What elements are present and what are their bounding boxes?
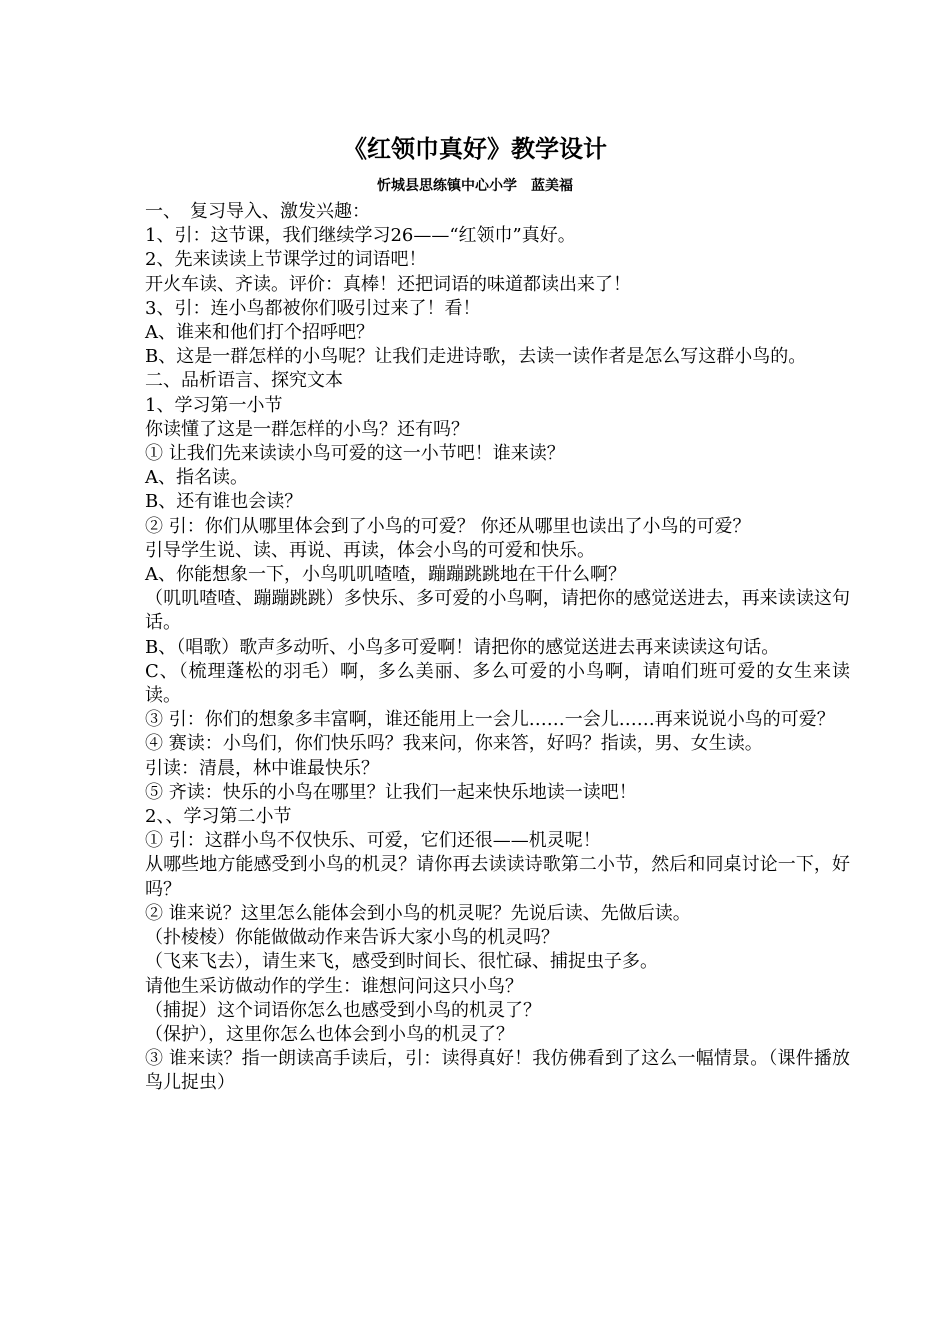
paragraph: ⑤ 齐读：快乐的小鸟在哪里？让我们一起来快乐地读一读吧！ (145, 781, 637, 803)
paragraph: ④ 赛读：小鸟们，你们快乐吗？我来问，你来答，好吗？指读，男、女生读。 (145, 733, 763, 755)
paragraph: 1、引：这节课，我们继续学习26——“红领巾”真好。 (145, 225, 576, 247)
paragraph: 二、品析语言、探究文本 (145, 370, 343, 392)
paragraph: B、这是一群怎样的小鸟呢？让我们走进诗歌，去读一读作者是怎么写这群小鸟的。 (145, 346, 807, 368)
paragraph: ① 让我们先来读读小鸟可爱的这一小节吧！谁来读？ (145, 443, 565, 465)
paragraph: 一、 复习导入、激发兴趣： (145, 201, 370, 222)
document-body (145, 200, 850, 1096)
paragraph: 开火车读、齐读。评价：真棒！还把词语的味道都读出来了！ (145, 273, 631, 295)
author-line: 忻城县思练镇中心小学 蓝美福 (377, 178, 573, 194)
paragraph: 1、学习第一小节 (145, 394, 283, 416)
paragraph: 你读懂了这是一群怎样的小鸟？还有吗？ (145, 418, 469, 440)
paragraph: 从哪些地方能感受到小鸟的机灵？请你再去读读诗歌第二小节，然后和同桌讨论一下，好吗？ (145, 854, 850, 900)
paragraph: ② 谁来说？这里怎么能体会到小鸟的机灵呢？先说后读、先做后读。 (145, 902, 691, 924)
paragraph: （捕捉）这个词语你怎么也感受到小鸟的机灵了？ (145, 999, 541, 1021)
paragraph: ③ 谁来读？指一朗读高手读后，引：读得真好！我仿佛看到了这么一幅情景。（课件播放鸟儿捉虫） (145, 1048, 850, 1094)
paragraph: ① 引：这群小鸟不仅快乐、可爱，它们还很——机灵呢！ (145, 830, 601, 852)
paragraph: （保护），这里你怎么也体会到小鸟的机灵了？ (145, 1023, 514, 1045)
paragraph: 2、先来读读上节课学过的词语吧！ (145, 249, 427, 271)
paragraph: ② 引：你们从哪里体会到了小鸟的可爱？ 你还从哪里也读出了小鸟的可爱？ (145, 515, 751, 537)
paragraph: 请他生采访做动作的学生：谁想问问这只小鸟？ (145, 975, 523, 997)
paragraph: B、还有谁也会读？ (145, 491, 303, 513)
paragraph: A、指名读。 (145, 467, 248, 489)
paragraph: B、（唱歌）歌声多动听、小鸟多可爱啊！请把你的感觉送进去再来读读这句话。 (145, 636, 780, 658)
paragraph: （叽叽喳喳、蹦蹦跳跳）多快乐、多可爱的小鸟啊，请把你的感觉送进去，再来读读这句话。 (145, 588, 850, 634)
paragraph: （飞来飞去），请生来飞，感受到时间长、很忙碌、捕捉虫子多。 (145, 951, 658, 973)
paragraph: （扑棱棱）你能做做动作来告诉大家小鸟的机灵吗？ (145, 927, 559, 949)
paragraph: C、（梳理蓬松的羽毛）啊，多么美丽、多么可爱的小鸟啊，请咱们班可爱的女生来读读。 (145, 660, 850, 707)
paragraph: A、谁来和他们打个招呼吧？ (145, 322, 374, 344)
paragraph: 2、、学习第二小节 (145, 806, 292, 828)
paragraph: ③ 引：你们的想象多丰富啊，谁还能用上一会儿……一会儿……再来说说小鸟的可爱？ (145, 709, 835, 731)
paragraph: 3、引：连小鸟都被你们吸引过来了！看！ (145, 297, 481, 319)
paragraph: 引读：清晨，林中谁最快乐？ (145, 757, 379, 779)
paragraph: 引导学生说、读、再说、再读，体会小鸟的可爱和快乐。 (145, 539, 595, 561)
document-title: 《红领巾真好》教学设计 (343, 134, 607, 163)
paragraph: A、你能想象一下，小鸟叽叽喳喳，蹦蹦跳跳地在干什么啊？ (145, 564, 626, 586)
